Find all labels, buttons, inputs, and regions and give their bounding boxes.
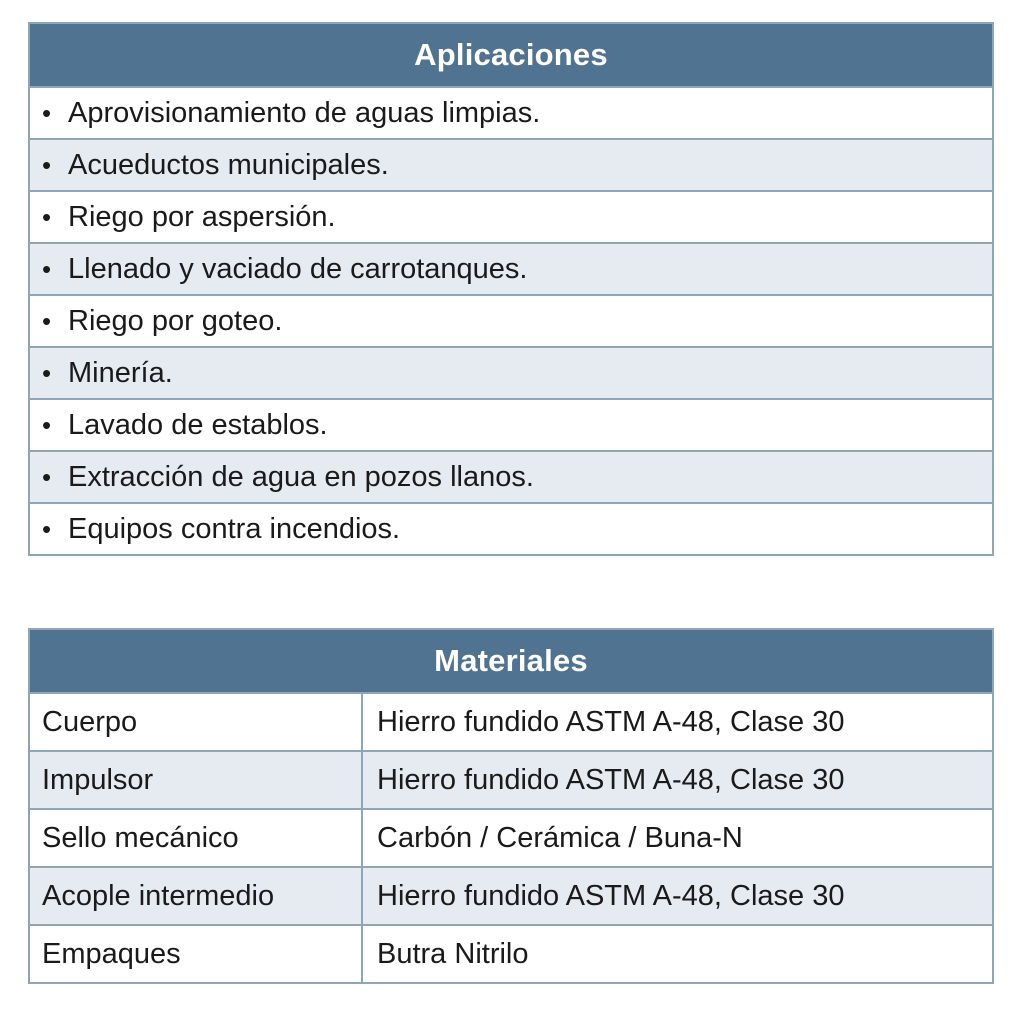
list-item-label: Acueductos municipales. xyxy=(68,148,389,181)
materials-title: Materiales xyxy=(30,630,992,692)
material-cell: Hierro fundido ASTM A-48, Clase 30 xyxy=(377,879,845,912)
table-row xyxy=(30,692,992,750)
table-row xyxy=(30,750,992,808)
bullet-icon: • xyxy=(42,357,52,388)
list-item-label: Extracción de agua en pozos llanos. xyxy=(68,460,534,493)
list-item xyxy=(30,138,992,190)
bullet-icon: • xyxy=(42,253,52,284)
bullet-icon: • xyxy=(42,149,52,180)
list-item-label: Llenado y vaciado de carrotanques. xyxy=(68,252,528,285)
material-cell: Hierro fundido ASTM A-48, Clase 30 xyxy=(377,763,845,796)
materials-table xyxy=(28,628,994,984)
list-item-label: Riego por aspersión. xyxy=(68,200,336,233)
list-item-label: Riego por goteo. xyxy=(68,304,283,337)
applications-table xyxy=(28,22,994,556)
bullet-icon: • xyxy=(42,409,52,440)
list-item xyxy=(30,346,992,398)
table-row xyxy=(30,808,992,866)
list-item-label: Minería. xyxy=(68,356,173,389)
material-cell: Butra Nitrilo xyxy=(377,937,529,970)
table-row xyxy=(30,924,992,982)
list-item xyxy=(30,190,992,242)
material-cell: Carbón / Cerámica / Buna-N xyxy=(377,821,743,854)
list-item xyxy=(30,242,992,294)
list-item-label: Equipos contra incendios. xyxy=(68,512,401,545)
list-item-label: Aprovisionamiento de aguas limpias. xyxy=(68,96,541,129)
bullet-icon: • xyxy=(42,97,52,128)
list-item xyxy=(30,86,992,138)
list-item xyxy=(30,294,992,346)
list-item-label: Lavado de establos. xyxy=(68,408,328,441)
applications-title: Aplicaciones xyxy=(30,24,992,86)
bullet-icon: • xyxy=(42,513,52,544)
list-item xyxy=(30,450,992,502)
list-item xyxy=(30,502,992,554)
list-item xyxy=(30,398,992,450)
component-cell: Sello mecánico xyxy=(30,810,363,866)
table-row xyxy=(30,866,992,924)
material-cell: Hierro fundido ASTM A-48, Clase 30 xyxy=(377,705,845,738)
component-cell: Empaques xyxy=(30,926,363,982)
component-cell: Cuerpo xyxy=(30,694,363,750)
bullet-icon: • xyxy=(42,305,52,336)
bullet-icon: • xyxy=(42,201,52,232)
component-cell: Acople intermedio xyxy=(30,868,363,924)
bullet-icon: • xyxy=(42,461,52,492)
component-cell: Impulsor xyxy=(30,752,363,808)
